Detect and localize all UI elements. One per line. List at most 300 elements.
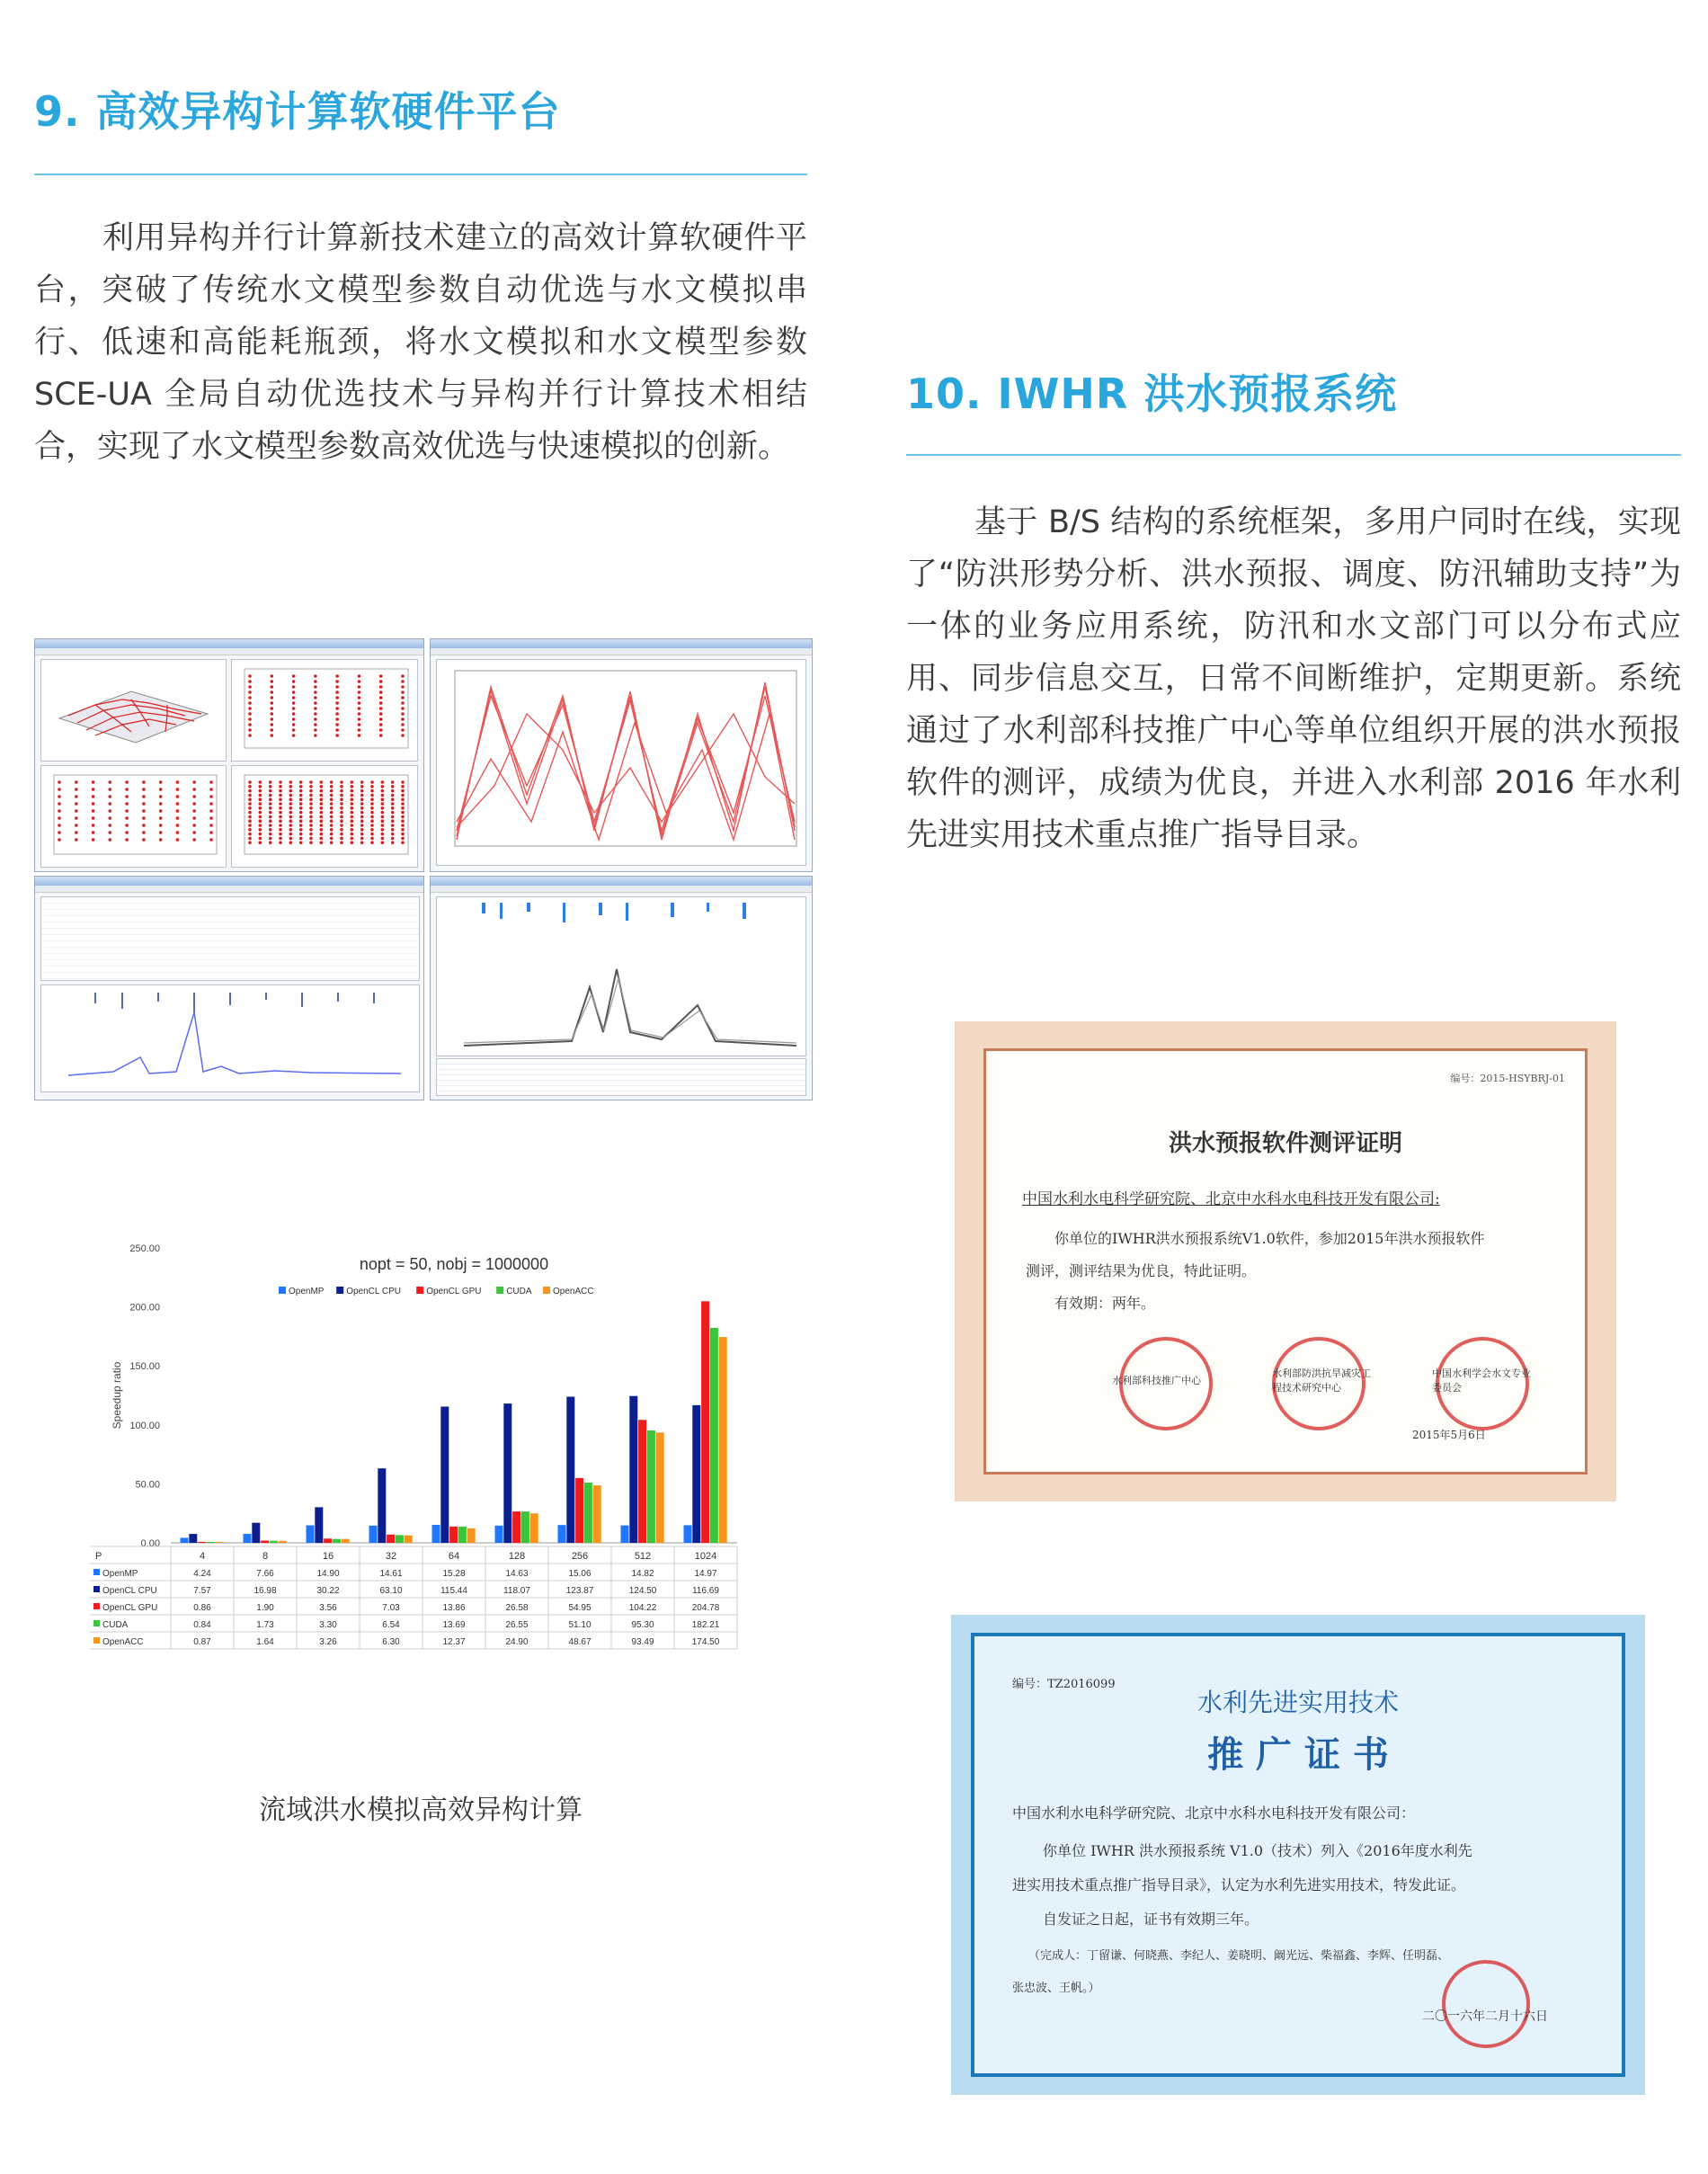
data-label: 104.22 xyxy=(628,1603,657,1613)
scatter-dot xyxy=(289,806,293,810)
certificate2-date: 二〇一六年二月十六日 xyxy=(1422,2009,1548,2024)
scatter-dot xyxy=(358,691,361,694)
scatter-dot xyxy=(320,819,324,823)
scatter-dot xyxy=(381,819,385,823)
figure-caption-left: 流域洪水模拟高效异构计算 xyxy=(259,1795,583,1826)
scatter-dot xyxy=(176,838,180,842)
scatter-dot xyxy=(75,831,78,834)
scatter-dot xyxy=(401,680,405,683)
scatter-dot xyxy=(351,780,354,784)
data-label: 30.22 xyxy=(316,1586,340,1596)
certificate-recipient: 中国水利水电科学研究院、北京中水科水电科技开发有限公司: xyxy=(1022,1190,1440,1208)
scatter-dot xyxy=(381,824,385,827)
scatter-dot xyxy=(401,794,405,797)
scatter-dot xyxy=(358,696,361,699)
scatter-dot xyxy=(379,707,383,710)
scatter-dot xyxy=(340,824,343,827)
scatter-dot xyxy=(269,789,272,793)
scatter-dot xyxy=(159,780,163,784)
scatter-dot xyxy=(360,815,364,819)
scatter-dot xyxy=(109,788,112,791)
scatter-dot xyxy=(271,712,274,716)
scatter-dot xyxy=(209,824,213,827)
scatter-dot xyxy=(259,794,262,797)
scatter-dot xyxy=(58,795,61,798)
scatter-dot xyxy=(309,797,313,801)
scatter-dot xyxy=(269,815,272,819)
scatter-dot xyxy=(330,828,334,832)
scatter-dot xyxy=(320,815,324,819)
x-tick-label: 16 xyxy=(322,1551,334,1562)
scatter-dot xyxy=(125,780,129,784)
scatter-dot xyxy=(58,802,61,806)
scatter-dot xyxy=(330,815,334,819)
scatter-dot xyxy=(58,816,61,820)
scatter-dot xyxy=(292,712,296,716)
issuer-3: 中国水利学会水文专业委员会 xyxy=(1432,1368,1531,1394)
scatter-dot xyxy=(248,680,252,683)
scatter-dot xyxy=(279,819,282,823)
scatter-dot xyxy=(358,728,361,732)
data-table-grid xyxy=(90,1546,737,1649)
scatter-dot xyxy=(192,780,196,784)
scatter-dot xyxy=(401,674,405,678)
scatter-dot xyxy=(401,797,405,801)
data-label: 54.95 xyxy=(568,1603,592,1613)
scatter-dot xyxy=(176,802,180,806)
bar xyxy=(244,1534,252,1543)
scatter-dot xyxy=(248,734,252,737)
scatter-dot xyxy=(391,811,395,815)
scatter-dot xyxy=(391,806,395,810)
scatter-dot xyxy=(271,717,274,721)
scatter-dot xyxy=(176,831,180,834)
scatter-dot xyxy=(340,841,343,844)
scatter-dot xyxy=(401,789,405,793)
scatter-dot xyxy=(289,789,293,793)
scatter-dot xyxy=(259,837,262,841)
data-label: 7.03 xyxy=(382,1603,400,1613)
scatter-dot xyxy=(271,674,274,678)
scatter-dot xyxy=(309,815,313,819)
scatter-dot xyxy=(125,838,129,842)
data-label: 14.90 xyxy=(316,1569,340,1579)
certificate2-body-2: 进实用技术重点推广指导目录》，认定为水利先进实用技术，特发此证。 xyxy=(1012,1876,1466,1893)
scatter-dot xyxy=(299,833,303,836)
bar xyxy=(324,1538,332,1543)
scatter-dot xyxy=(176,780,180,784)
scatter-dot xyxy=(309,785,313,789)
scatter-dot xyxy=(370,802,374,806)
scatter-dot xyxy=(314,674,317,678)
scatter-dot xyxy=(360,841,364,844)
scatter-dot xyxy=(379,734,383,737)
scatter-dot xyxy=(109,802,112,806)
legend-swatch xyxy=(496,1287,503,1294)
scatter-dot xyxy=(358,707,361,710)
scatter-dot xyxy=(289,811,293,815)
scatter-dot xyxy=(142,824,146,827)
scatter-dot xyxy=(335,707,339,710)
scatter-dot xyxy=(340,789,343,793)
scatter-dot xyxy=(335,734,339,737)
scatter-dot xyxy=(330,794,334,797)
bar xyxy=(279,1541,287,1543)
x-tick-label: 4 xyxy=(199,1551,206,1562)
data-label: 7.57 xyxy=(193,1586,211,1596)
scatter-dot xyxy=(309,806,313,810)
scatter-dot xyxy=(309,794,313,797)
data-label: 3.56 xyxy=(319,1603,337,1613)
scatter-dot xyxy=(176,788,180,791)
scatter-dot xyxy=(299,819,303,823)
scatter-dot xyxy=(330,837,334,841)
scatter-dot xyxy=(292,691,296,694)
scatter-dot xyxy=(314,707,317,710)
bar xyxy=(449,1527,458,1543)
scatter-dot xyxy=(351,811,354,815)
scatter-dot xyxy=(279,789,282,793)
scatter-dot xyxy=(58,831,61,834)
scatter-dot xyxy=(401,728,405,732)
bar xyxy=(512,1511,520,1543)
certificate2-recipient: 中国水利水电科学研究院、北京中水科水电科技开发有限公司： xyxy=(1012,1804,1416,1822)
scatter-dot xyxy=(358,680,361,683)
scatter-dot xyxy=(109,780,112,784)
scatter-dot xyxy=(248,685,252,689)
scatter-dot xyxy=(314,728,317,732)
data-label: 63.10 xyxy=(379,1586,403,1596)
bar xyxy=(252,1523,260,1543)
scatter-dot xyxy=(391,837,395,841)
scatter-dot xyxy=(248,712,252,716)
bar xyxy=(701,1301,709,1543)
scatter-dot xyxy=(401,828,405,832)
y-tick-label: 250.00 xyxy=(129,1243,160,1254)
scatter-dot xyxy=(351,837,354,841)
scatter-dot xyxy=(192,802,196,806)
scatter-dot xyxy=(340,797,343,801)
bar xyxy=(440,1407,449,1544)
data-label: 0.87 xyxy=(193,1637,211,1647)
certificate-title: 洪水预报软件测评证明 xyxy=(1168,1130,1402,1157)
certificate-validity: 有效期：两年。 xyxy=(1054,1295,1156,1312)
scatter-dot xyxy=(269,828,272,832)
bar xyxy=(495,1526,503,1543)
scatter-dot xyxy=(279,806,282,810)
scatter-dot xyxy=(320,811,324,815)
data-label: 93.49 xyxy=(631,1637,654,1647)
scatter-dot xyxy=(269,841,272,844)
scatter-dot xyxy=(379,680,383,683)
issuer-1: 水利部科技推广中心 xyxy=(1112,1375,1201,1386)
bar xyxy=(396,1535,404,1543)
bar xyxy=(307,1526,315,1544)
scatter-dot xyxy=(391,833,395,836)
certificate2-number: 编号：TZ2016099 xyxy=(1012,1678,1116,1691)
scatter-dot xyxy=(379,701,383,705)
scatter-dot xyxy=(292,674,296,678)
scatter-dot xyxy=(75,809,78,813)
scatter-dot xyxy=(358,701,361,705)
scatter-dot xyxy=(279,815,282,819)
scatter-dot xyxy=(271,728,274,732)
table-series-name: OpenCL CPU xyxy=(102,1586,157,1596)
scatter-dot xyxy=(401,785,405,789)
scatter-dot xyxy=(358,712,361,716)
scatter-dot xyxy=(271,680,274,683)
bar xyxy=(342,1539,350,1543)
bar xyxy=(405,1536,413,1543)
scatter-dot xyxy=(401,723,405,726)
scatter-dot xyxy=(309,819,313,823)
scatter-dot xyxy=(259,828,262,832)
bar xyxy=(315,1507,323,1543)
scatter-dot xyxy=(381,841,385,844)
scatter-dot xyxy=(248,707,252,710)
scatter-dot xyxy=(289,780,293,784)
scatter-dot xyxy=(279,785,282,789)
scatter-dot xyxy=(309,841,313,844)
bar xyxy=(656,1432,664,1543)
scatter-dot xyxy=(92,788,95,791)
scatter-dot xyxy=(330,802,334,806)
scatter-dot xyxy=(370,794,374,797)
scatter-dot xyxy=(289,802,293,806)
scatter-dot xyxy=(279,824,282,827)
scatter-dot xyxy=(314,723,317,726)
scatter-dot xyxy=(299,802,303,806)
scatter-dot xyxy=(209,816,213,820)
data-label: 3.30 xyxy=(319,1620,337,1630)
scatter-dot xyxy=(292,680,296,683)
legend-label: CUDA xyxy=(506,1287,532,1296)
panel-hydrograph xyxy=(40,985,420,1092)
scatter-dot xyxy=(314,717,317,721)
certificate-body-1: 你单位的IWHR洪水预报系统V1.0软件，参加2015年洪水预报软件 xyxy=(1054,1230,1485,1247)
bar xyxy=(710,1328,718,1543)
scatter-dot xyxy=(335,723,339,726)
scatter-dot xyxy=(370,841,374,844)
scatter-dot xyxy=(381,811,385,815)
scatter-dot xyxy=(360,797,364,801)
data-label: 16.98 xyxy=(254,1586,277,1596)
bar xyxy=(387,1535,395,1543)
scatter-dot xyxy=(159,816,163,820)
promotion-certificate xyxy=(951,1615,1645,2095)
scatter-dot xyxy=(269,824,272,827)
scatter-dot xyxy=(109,795,112,798)
data-label: 13.86 xyxy=(442,1603,466,1613)
scatter-dot xyxy=(209,831,213,834)
scatter-dot xyxy=(289,837,293,841)
scatter-dot xyxy=(159,824,163,827)
table-legend-swatch xyxy=(93,1620,100,1626)
scatter-dot xyxy=(351,815,354,819)
scatter-dot xyxy=(340,811,343,815)
scatter-dot xyxy=(248,674,252,678)
panel-scatter-1 xyxy=(231,659,418,762)
bar xyxy=(189,1534,197,1543)
scatter-dot xyxy=(370,833,374,836)
legend-label: OpenACC xyxy=(553,1287,594,1296)
panel-scatter-3 xyxy=(231,765,418,868)
scatter-dot xyxy=(192,816,196,820)
scatter-dot xyxy=(335,696,339,699)
panel-data-table xyxy=(40,896,420,981)
bar xyxy=(181,1537,189,1543)
scatter-dot xyxy=(125,795,129,798)
y-axis-title: Speedup ratio xyxy=(111,1361,123,1430)
data-label: 26.55 xyxy=(505,1620,529,1630)
scatter-dot xyxy=(248,701,252,705)
scatter-dot xyxy=(370,780,374,784)
scatter-dot xyxy=(271,696,274,699)
scatter-dot xyxy=(320,806,324,810)
scatter-dot xyxy=(330,841,334,844)
app-window-flood-table xyxy=(34,876,424,1100)
scatter-dot xyxy=(58,788,61,791)
scatter-dot xyxy=(381,828,385,832)
scatter-dot xyxy=(92,831,95,834)
scatter-dot xyxy=(248,794,252,797)
scatter-dot xyxy=(381,815,385,819)
scatter-dot xyxy=(142,809,146,813)
bar xyxy=(369,1526,378,1543)
legend-label: OpenCL GPU xyxy=(426,1287,482,1296)
certificate2-body-3: 自发证之日起，证书有效期三年。 xyxy=(1043,1911,1259,1928)
scatter-dot xyxy=(330,785,334,789)
data-label: 0.84 xyxy=(193,1620,211,1630)
data-label: 12.37 xyxy=(442,1637,466,1647)
scatter-dot xyxy=(248,837,252,841)
scatter-dot xyxy=(248,723,252,726)
scatter-dot xyxy=(292,696,296,699)
scatter-dot xyxy=(391,819,395,823)
scatter-dot xyxy=(271,707,274,710)
scatter-dot xyxy=(370,824,374,827)
scatter-dot xyxy=(309,780,313,784)
scatter-dot xyxy=(259,797,262,801)
scatter-dot xyxy=(142,795,146,798)
scatter-dot xyxy=(309,789,313,793)
panel-parameter-lines xyxy=(436,659,806,866)
scatter-dot xyxy=(271,723,274,726)
scatter-dot xyxy=(335,674,339,678)
bar xyxy=(503,1403,512,1543)
scatter-dot xyxy=(351,789,354,793)
scatter-dot xyxy=(75,838,78,842)
x-tick-label: 512 xyxy=(634,1551,652,1562)
scatter-dot xyxy=(360,837,364,841)
scatter-dot xyxy=(259,811,262,815)
scatter-dot xyxy=(248,841,252,844)
scatter-dot xyxy=(360,824,364,827)
table-legend-swatch xyxy=(93,1586,100,1592)
scatter-dot xyxy=(379,691,383,694)
scatter-dot xyxy=(125,809,129,813)
scatter-dot xyxy=(269,785,272,789)
bar xyxy=(458,1527,467,1543)
scatter-dot xyxy=(391,785,395,789)
scatter-dot xyxy=(401,824,405,827)
scatter-dot xyxy=(271,685,274,689)
scatter-dot xyxy=(292,723,296,726)
scatter-dot xyxy=(58,838,61,842)
certificate2-title: 推 广 证 书 xyxy=(1207,1733,1389,1776)
scatter-dot xyxy=(401,734,405,737)
bar xyxy=(432,1525,440,1543)
scatter-dot xyxy=(330,811,334,815)
scatter-dot xyxy=(351,841,354,844)
scatter-dot xyxy=(401,717,405,721)
scatter-dot xyxy=(309,833,313,836)
scatter-dot xyxy=(314,685,317,689)
app-window-forecast-hydrograph xyxy=(430,876,813,1100)
scatter-dot xyxy=(259,841,262,844)
scatter-dot xyxy=(401,780,405,784)
scatter-dot xyxy=(381,785,385,789)
data-label: 7.66 xyxy=(256,1569,274,1579)
scatter-dot xyxy=(259,806,262,810)
data-label: 174.50 xyxy=(691,1637,720,1647)
scatter-dot xyxy=(289,797,293,801)
scatter-dot xyxy=(340,780,343,784)
scatter-dot xyxy=(289,841,293,844)
data-label: 14.63 xyxy=(505,1569,529,1579)
scatter-dot xyxy=(340,837,343,841)
scatter-dot xyxy=(192,795,196,798)
data-label: 182.21 xyxy=(691,1620,720,1630)
scatter-dot xyxy=(360,819,364,823)
scatter-dot xyxy=(248,691,252,694)
scatter-dot xyxy=(391,802,395,806)
scatter-dot xyxy=(248,785,252,789)
scatter-dot xyxy=(159,788,163,791)
scatter-dot xyxy=(351,785,354,789)
scatter-dot xyxy=(330,819,334,823)
scatter-dot xyxy=(379,728,383,732)
data-label: 1.73 xyxy=(256,1620,274,1630)
scatter-dot xyxy=(391,824,395,827)
bar xyxy=(629,1396,637,1543)
scatter-dot xyxy=(360,789,364,793)
panel-forecast-chart xyxy=(436,896,806,1056)
table-legend-swatch xyxy=(93,1569,100,1575)
data-label: 14.61 xyxy=(379,1569,403,1579)
scatter-dot xyxy=(351,824,354,827)
scatter-dot xyxy=(401,837,405,841)
scatter-dot xyxy=(192,831,196,834)
scatter-dot xyxy=(401,802,405,806)
table-header: P xyxy=(95,1551,102,1562)
scatter-dot xyxy=(58,809,61,813)
speedup-chart xyxy=(90,1230,755,1697)
scatter-dot xyxy=(259,785,262,789)
legend-label: OpenCL CPU xyxy=(346,1287,401,1296)
scatter-dot xyxy=(92,838,95,842)
scatter-dot xyxy=(299,841,303,844)
scatter-dot xyxy=(269,811,272,815)
scatter-dot xyxy=(360,785,364,789)
scatter-dot xyxy=(279,811,282,815)
scatter-dot xyxy=(259,819,262,823)
scatter-dot xyxy=(109,816,112,820)
scatter-dot xyxy=(125,824,129,827)
scatter-dot xyxy=(248,717,252,721)
scatter-dot xyxy=(269,797,272,801)
scatter-dot xyxy=(370,785,374,789)
